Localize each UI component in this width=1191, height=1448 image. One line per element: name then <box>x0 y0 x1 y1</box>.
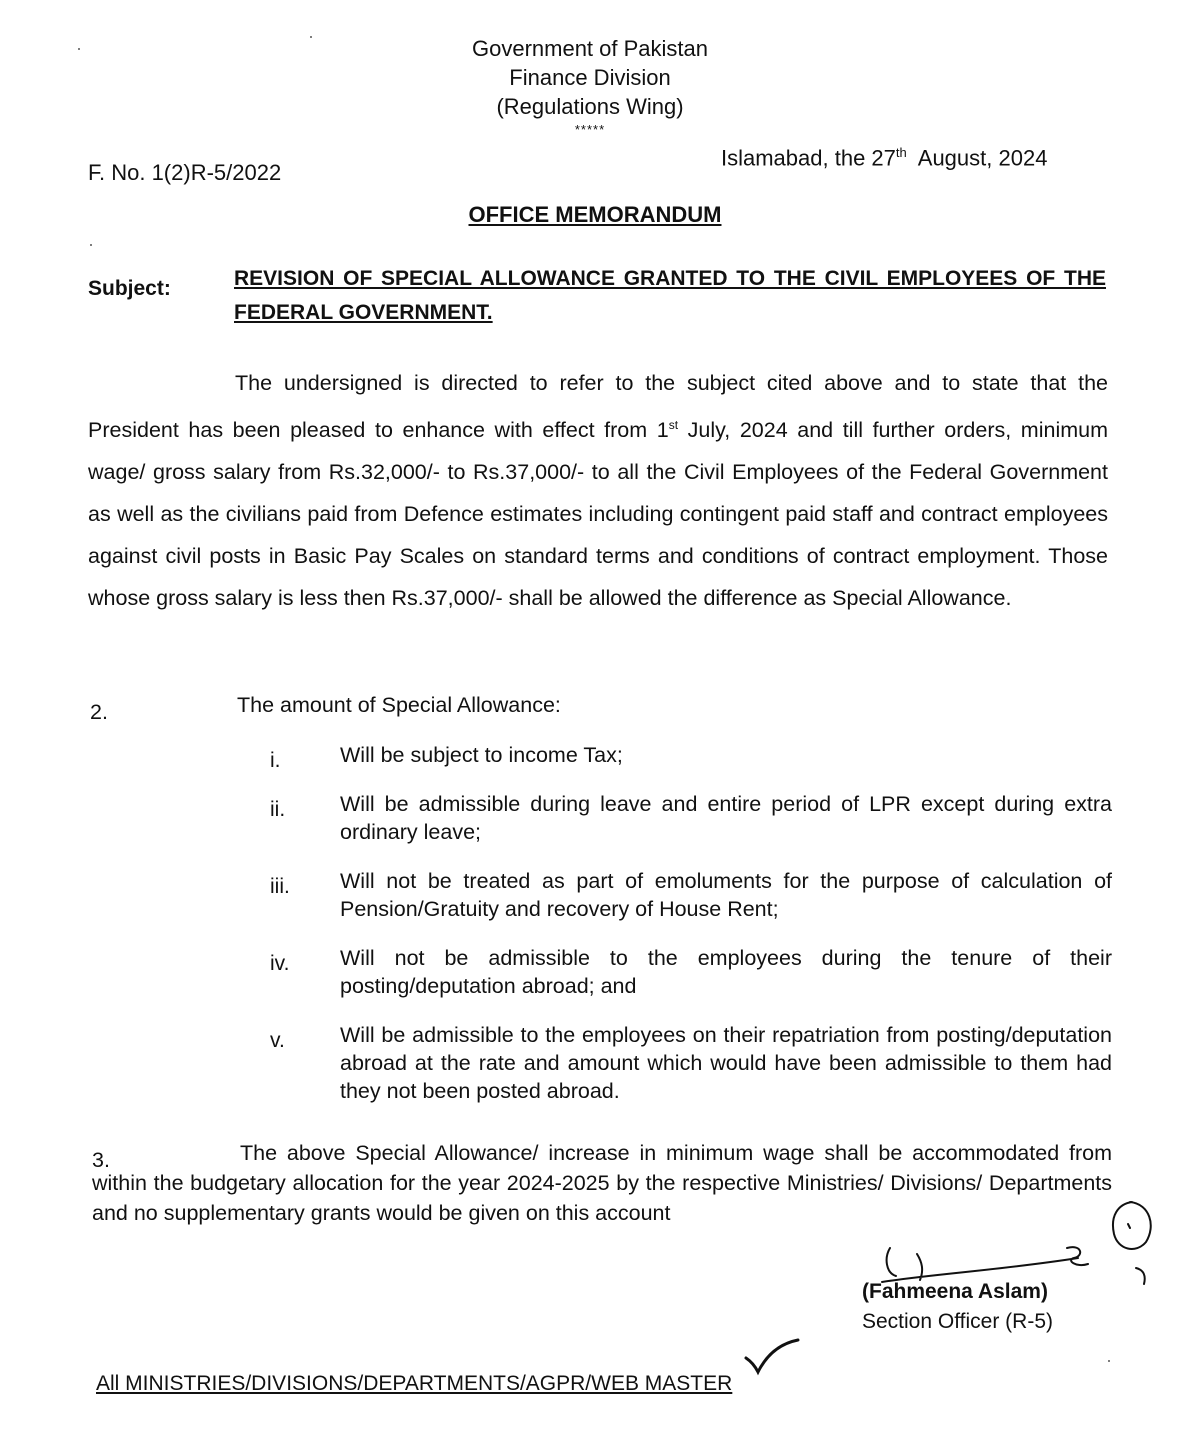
list-item-text: Will be admissible to the employees on their repatriation from posting/deputation abroad at the rate and amount which would have been admissible to them had they not been posted abroad. <box>340 1023 1112 1103</box>
list-item-number: ii. <box>270 798 286 821</box>
scan-speck <box>310 36 312 38</box>
paragraph-2-number: 2. <box>90 700 108 724</box>
allowance-conditions-list <box>270 741 1112 1126</box>
paragraph-1-superscript: st <box>668 418 679 432</box>
date-line <box>721 145 1047 171</box>
date-prefix: Islamabad, the 27 <box>721 145 896 171</box>
list-item <box>270 741 1112 772</box>
paragraph-1-part1: The undersigned is directed to refer to the subject cited above and to state that the President has been pleased to enhance with effect from 1 <box>88 371 1108 443</box>
check-mark-icon <box>742 1336 802 1376</box>
handwritten-signature <box>862 1218 1102 1288</box>
list-item-number: v. <box>270 1029 285 1052</box>
signatory-title: Section Officer (R-5) <box>862 1310 1053 1333</box>
list-item-text: Will not be admissible to the employees during the tenure of their posting/deputation abroad; and <box>340 946 1112 998</box>
memo-title: OFFICE MEMORANDUM <box>468 202 722 227</box>
file-number: F. No. 1(2)R-5/2022 <box>88 160 282 185</box>
date-suffix: August, 2024 <box>917 145 1048 171</box>
margin-circle-mark <box>1100 1196 1160 1286</box>
header-wing: (Regulations Wing) <box>496 94 684 119</box>
list-item-text: Will be admissible during leave and entire period of LPR except during extra ordinary leave; <box>340 792 1112 844</box>
list-item-number: iii. <box>270 875 290 898</box>
header-division: Finance Division <box>509 65 671 90</box>
paragraph-3-number: 3. <box>92 1148 110 1172</box>
date-superscript: th <box>895 145 907 160</box>
scan-speck <box>1108 1360 1110 1362</box>
scan-speck <box>90 244 92 246</box>
subject-text: REVISION OF SPECIAL ALLOWANCE GRANTED TO THE CIVIL EMPLOYEES OF THE FEDERAL GOVERNMENT. <box>234 267 1106 324</box>
scan-speck <box>78 48 80 50</box>
list-item <box>270 867 1112 923</box>
paragraph-1 <box>88 362 1108 619</box>
paragraph-1-part2: July, 2024 and till further orders, minimum wage/ gross salary from Rs.32,000/- to Rs.37,000/- to all the Civil Employees of the Federal Government as well as the civilians paid from Defence estimates including contingent paid staff and contract employees against civil posts in Basic Pay Scales on standard terms and conditions of contract employment. Those whose gross salary is less then Rs.37,000/- shall be allowed the difference as Special Allowance. <box>88 418 1108 611</box>
header-stars: ***** <box>574 122 606 137</box>
paragraph-3-text: The above Special Allowance/ increase in minimum wage shall be accommodated from within the budgetary allocation for the year 2024-2025 by the respective Ministries/ Divisions/ Departments and no supplementary grants would be given on this account <box>92 1141 1112 1225</box>
list-item-number: i. <box>270 749 281 772</box>
list-item <box>270 790 1112 846</box>
distribution-list: All MINISTRIES/DIVISIONS/DEPARTMENTS/AGPR/WEB MASTER <box>96 1372 733 1395</box>
list-item-number: iv. <box>270 952 290 975</box>
list-item-text: Will not be treated as part of emoluments for the purpose of calculation of Pension/Gratuity and recovery of House Rent; <box>340 869 1112 921</box>
list-item-text: Will be subject to income Tax; <box>340 743 623 767</box>
list-item <box>270 1021 1112 1105</box>
list-item <box>270 944 1112 1000</box>
header-government: Government of Pakistan <box>471 36 708 61</box>
subject-label: Subject: <box>88 277 171 300</box>
signatory-name: (Fahmeena Aslam) <box>862 1280 1048 1303</box>
paragraph-2-intro: The amount of Special Allowance: <box>237 693 561 717</box>
